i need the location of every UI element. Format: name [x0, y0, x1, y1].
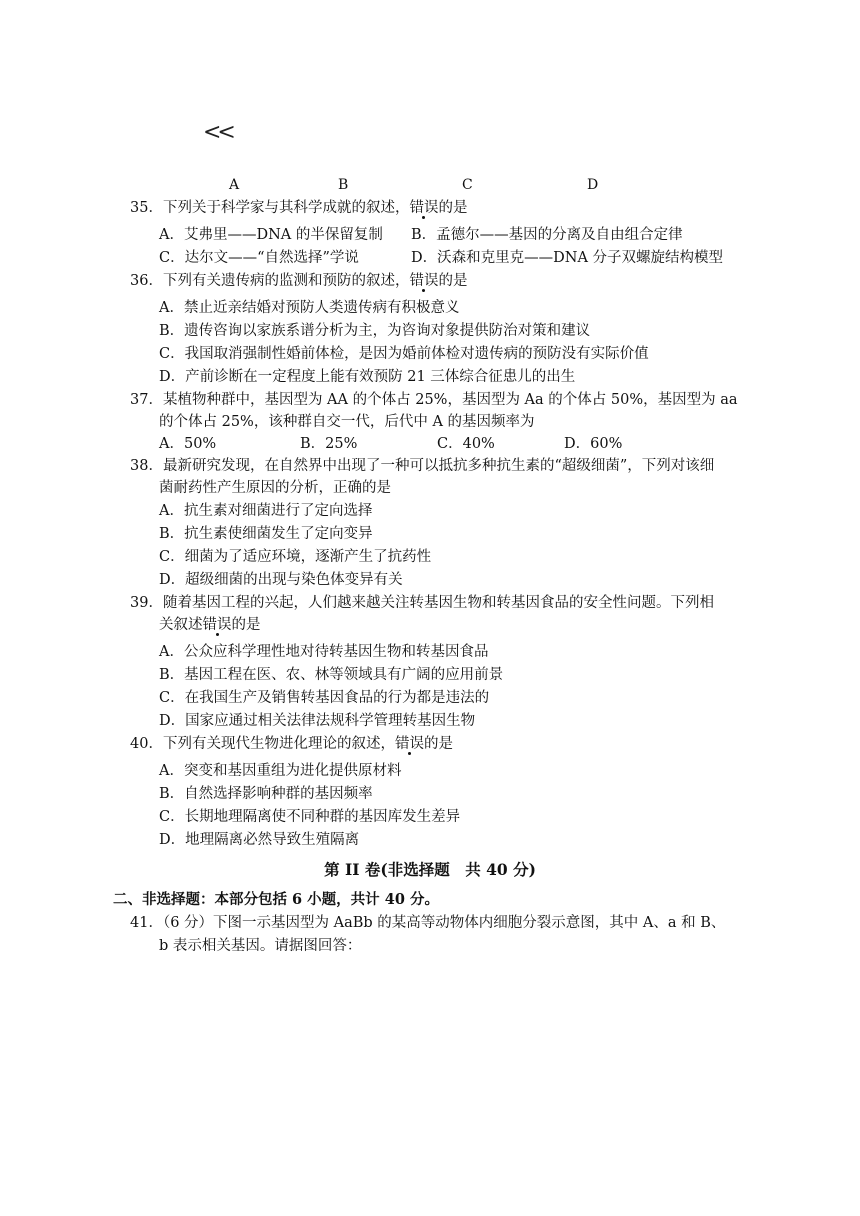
- question-35-option-a: A．艾弗里——DNA 的半保留复制: [159, 227, 383, 243]
- question-37-option-b: B．25%: [300, 436, 358, 452]
- question-36-option-b: B．遗传咨询以家族系谱分析为主，为咨询对象提供防治对策和建议: [159, 323, 591, 339]
- question-36-option-a: A．禁止近亲结婚对预防人类遗传病有积极意义: [159, 300, 460, 316]
- question-35-option-b: B．孟德尔——基因的分离及自由组合定律: [411, 227, 683, 243]
- question-37-option-a: A．50%: [159, 436, 217, 452]
- question-38-option-b: B．抗生素使细菌发生了定向变异: [159, 526, 373, 542]
- figure-label-d: D: [587, 177, 599, 193]
- question-37-stem-line2: 的个体占 25%，该种群自交一代，后代中 A 的基因频率为: [159, 414, 535, 430]
- question-40-option-d: D．地理隔离必然导致生殖隔离: [159, 832, 360, 848]
- question-39-stem-line1: 39．随着基因工程的兴起，人们越来越关注转基因生物和转基因食品的安全性问题。下列相: [130, 595, 714, 611]
- question-36-stem: 36．下列有关遗传病的监测和预防的叙述，错误的是: [130, 273, 468, 289]
- question-39-option-b: B．基因工程在医、农、林等领域具有广阔的应用前景: [159, 667, 504, 683]
- question-40-option-a: A．突变和基因重组为进化提供原材料: [159, 763, 402, 779]
- question-40-option-c: C．长期地理隔离使不同种群的基因库发生差异: [159, 809, 461, 825]
- question-36-option-c: C．我国取消强制性婚前体检，是因为婚前体检对遗传病的预防没有实际价值: [159, 346, 649, 362]
- question-41-line2: b 表示相关基因。请据图回答：: [159, 938, 362, 954]
- emphasis-keyword: 错误: [409, 200, 439, 216]
- section-title: 第 II 卷(非选择题 共 40 分): [324, 860, 536, 879]
- question-35-stem: 35．下列关于科学家与其科学成就的叙述，错误的是: [130, 200, 468, 216]
- question-41-line1: 41．（6 分）下图一示基因型为 AaBb 的某高等动物体内细胞分裂示意图，其中 A、a 和 B、: [130, 915, 726, 931]
- emphasis-keyword: 错误: [394, 736, 424, 752]
- question-35-option-c: C．达尔文——“自然选择”学说: [159, 250, 359, 266]
- question-38-stem-line2: 菌耐药性产生原因的分析，正确的是: [159, 480, 391, 496]
- question-35-option-d: D．沃森和克里克——DNA 分子双螺旋结构模型: [411, 250, 724, 266]
- question-37-option-c: C．40%: [437, 436, 495, 452]
- question-37-option-d: D．60%: [564, 436, 623, 452]
- question-39-option-d: D．国家应通过相关法律法规科学管理转基因生物: [159, 713, 476, 729]
- question-38-option-d: D．超级细菌的出现与染色体变异有关: [159, 572, 403, 588]
- question-38-option-c: C．细菌为了适应环境，逐渐产生了抗药性: [159, 549, 432, 565]
- figure-remnant-mark: <<: [203, 120, 232, 145]
- question-38-option-a: A．抗生素对细菌进行了定向选择: [159, 503, 373, 519]
- question-40-stem: 40．下列有关现代生物进化理论的叙述，错误的是: [130, 736, 453, 752]
- question-36-option-d: D．产前诊断在一定程度上能有效预防 21 三体综合征患儿的出生: [159, 369, 576, 385]
- figure-label-c: C: [462, 177, 473, 193]
- emphasis-keyword: 错误: [202, 617, 232, 633]
- figure-label-b: B: [338, 177, 349, 193]
- question-39-option-a: A．公众应科学理性地对待转基因生物和转基因食品: [159, 644, 489, 660]
- question-38-stem-line1: 38．最新研究发现，在自然界中出现了一种可以抵抗多种抗生素的“超级细菌”，下列对该细: [130, 458, 715, 474]
- emphasis-keyword: 错误: [409, 273, 439, 289]
- part2-heading: 二、非选择题：本部分包括 6 小题，共计 40 分。: [113, 891, 439, 908]
- question-37-stem-line1: 37．某植物种群中，基因型为 AA 的个体占 25%，基因型为 Aa 的个体占 50%，基因型为 aa: [130, 392, 738, 408]
- figure-label-a: A: [229, 177, 240, 193]
- question-40-option-b: B．自然选择影响种群的基因频率: [159, 786, 373, 802]
- question-39-stem-line2: 关叙述错误的是: [159, 617, 261, 633]
- question-39-option-c: C．在我国生产及销售转基因食品的行为都是违法的: [159, 690, 490, 706]
